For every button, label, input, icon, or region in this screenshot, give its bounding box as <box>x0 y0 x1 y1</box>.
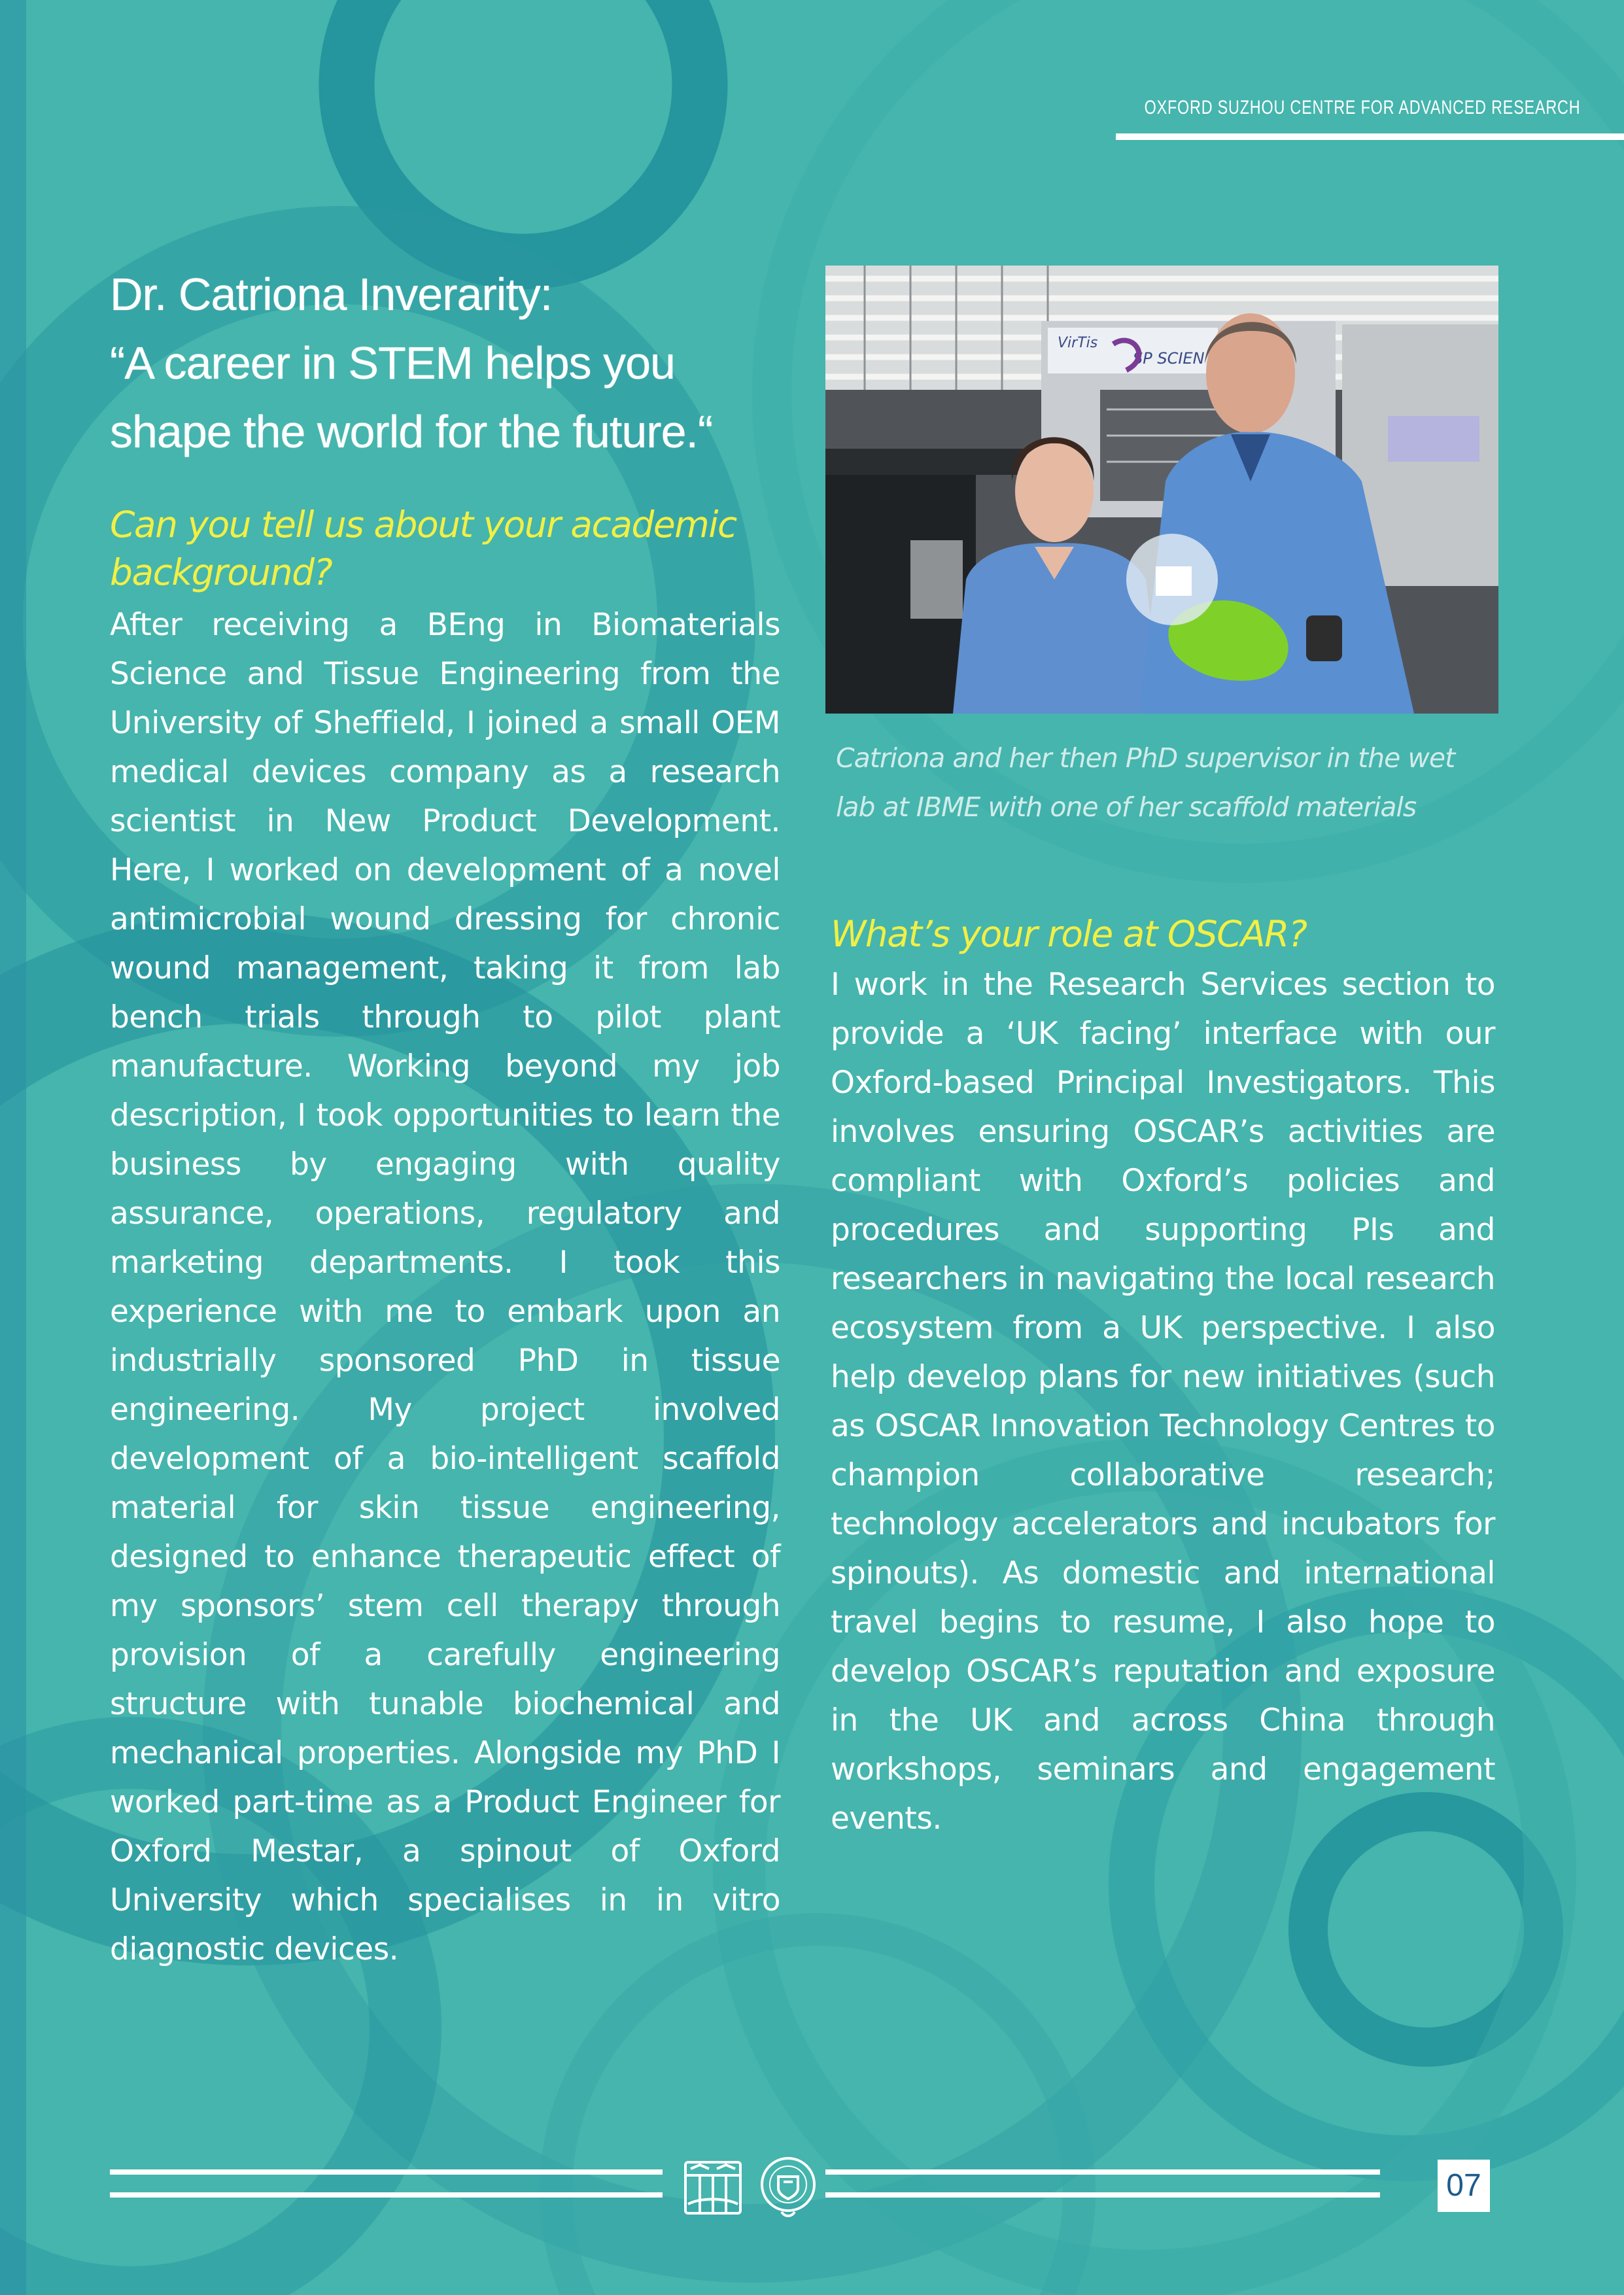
footer-line-left-bottom <box>110 2192 663 2198</box>
suzhou-logo-icon <box>680 2158 746 2217</box>
oxford-crest-icon <box>752 2154 824 2220</box>
lab-photo <box>825 266 1498 714</box>
title-line-3: shape the world for the future.“ <box>110 406 713 457</box>
question-academic-background: Can you tell us about your academic background? <box>110 504 736 593</box>
title-line-2: “A career in STEM helps you <box>110 337 675 388</box>
photo-caption: Catriona and her then PhD supervisor in the wet lab at IBME with one of her scaffold materials <box>836 742 1455 823</box>
footer-line-right-top <box>825 2169 1380 2175</box>
header-divider <box>1116 133 1624 140</box>
answer-role-at-oscar: I work in the Research Services section to provide a ‘UK facing’ interface with our Oxford-based Principal Investigators. This involves ensuring OSCAR’s activities are compliant with Oxford’s policies and procedures and supporting PIs and researchers in navigating the local research ecosystem from a UK perspective. I also help develop plans for new initiatives (such as OSCAR Innovation Technology Centres to champion collaborative research; technology accelerators and incubators for spinouts). As domestic and international travel begins to resume, I also hope to develop OSCAR’s reputation and exposure in the UK and across China through workshops, seminars and engagement events. <box>831 967 1495 1837</box>
photo-sign-text: VirTis <box>1058 335 1098 351</box>
header-organization: OXFORD SUZHOU CENTRE FOR ADVANCED RESEARCH <box>1144 97 1581 118</box>
title-line-1: Dr. Catriona Inverarity: <box>110 269 553 320</box>
footer-line-right-bottom <box>825 2192 1380 2198</box>
footer-line-left-top <box>110 2169 663 2175</box>
article-title <box>110 260 829 466</box>
answer-academic-background: After receiving a BEng in Biomaterials Science and Tissue Engineering from the University of Sheffield, I joined a small OEM medical devices company as a research scientist in New Product Development. Here, I worked on development of a novel antimicrobial wound dressing for chronic wound management, taking it from lab bench trials through to pilot plant manufacture. Working beyond my job description, I took opportunities to learn the business by engaging with quality assurance, operations, regulatory and marketing departments. I took this experience with me to embark upon an industrially sponsored PhD in tissue engineering. My project involved development of a bio-intelligent scaffold material for skin tissue engineering, designed to enhance therapeutic effect of my sponsors’ stem cell therapy through provision of a carefully engineering structure with tunable biochemical and mechanical properties. Alongside my PhD I worked part-time as a Product Engineer for Oxford Mestar, a spinout of Oxford University which specialises in in vitro diagnostic devices. <box>110 607 780 1967</box>
photo-sign-text-2: SP SCIEN <box>1133 349 1205 368</box>
page-number: 07 <box>1438 2160 1490 2212</box>
question-role-at-oscar: What’s your role at OSCAR? <box>831 913 1307 955</box>
